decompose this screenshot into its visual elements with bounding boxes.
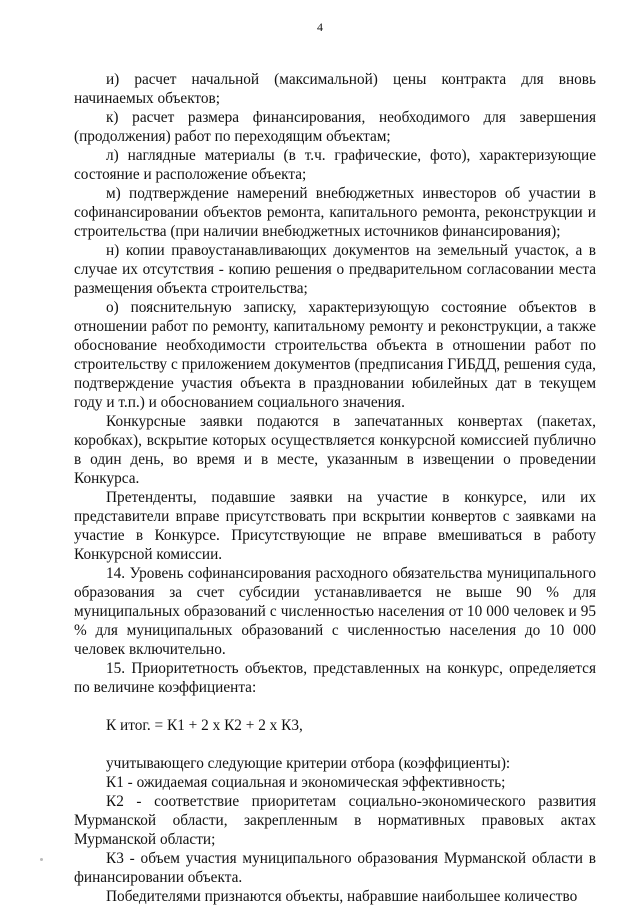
criterion-k2: К2 - соответствие приоритетам социально-экономического развития Мурманской области, закрепленным в нормативных правовых актах Мурманской области; xyxy=(74,793,596,848)
paragraph-applicants: Претенденты, подавшие заявки на участие в конкурсе, или их представители вправе присутствовать при вскрытии конвертов с заявками на участие в Конкурсе. Присутствующие не вправе вмешиваться в работу Конкурсной комиссии. xyxy=(74,489,596,563)
paragraph-item-m: м) подтверждение намерений внебюджетных инвесторов об участии в софинансировании объектов ремонта, капитального ремонта, реконструкции и строительства (при наличии внебюджетных источников финансирования); xyxy=(74,185,596,240)
paragraph-envelopes: Конкурсные заявки подаются в запечатанных конвертах (пакетах, коробках), вскрытие которых осуществляется конкурсной комиссией публично в один день, во время и в месте, указанным в извещении о проведении Конкурса. xyxy=(74,413,596,487)
document-body xyxy=(74,70,596,906)
formula: К итог. = К1 + 2 х К2 + 2 х К3, xyxy=(106,717,303,734)
paragraph-item-k: к) расчет размера финансирования, необходимого для завершения (продолжения) работ по переходящим объектам; xyxy=(74,109,596,145)
criterion-k3: К3 - объем участия муниципального образования Мурманской области в финансировании объекта. xyxy=(74,850,596,886)
scan-mark xyxy=(40,858,43,861)
criterion-k1: К1 - ожидаемая социальная и экономическая эффективность; xyxy=(106,774,506,791)
paragraph-item-l: л) наглядные материалы (в т.ч. графические, фото), характеризующие состояние и расположение объекта; xyxy=(74,147,596,183)
paragraph-winners: Победителями признаются объекты, набравшие наибольшее количество xyxy=(106,888,578,905)
paragraph-section-14: 14. Уровень софинансирования расходного обязательства муниципального образования за счет субсидии устанавливается не выше 90 % для муниципальных образований с численностью населения от 10 000 человек и 95 % для муниципальных образований с численностью населения до 10 000 человек включительно. xyxy=(74,565,596,658)
page-number: 4 xyxy=(317,20,323,34)
paragraph-item-o: о) пояснительную записку, характеризующую состояние объектов в отношении работ по ремонту, капитальному ремонту и реконструкции, а также обоснование необходимости строительства объекта в отношении работ по строительству с приложением документов (предписания ГИБДД, решения суда, подтверждение участия объекта в праздновании юбилейных дат в текущем году и т.п.) и обоснованием социального значения. xyxy=(74,299,596,411)
paragraph-section-15: 15. Приоритетность объектов, представленных на конкурс, определяется по величине коэффициента: xyxy=(74,660,596,696)
paragraph-criteria-intro: учитывающего следующие критерии отбора (коэффициенты): xyxy=(106,755,511,772)
paragraph-item-i: и) расчет начальной (максимальной) цены контракта для вновь начинаемых объектов; xyxy=(74,71,596,107)
paragraph-item-n: н) копии правоустанавливающих документов на земельный участок, а в случае их отсутствия - копию решения о предварительном согласовании места размещения объекта строительства; xyxy=(74,242,596,297)
